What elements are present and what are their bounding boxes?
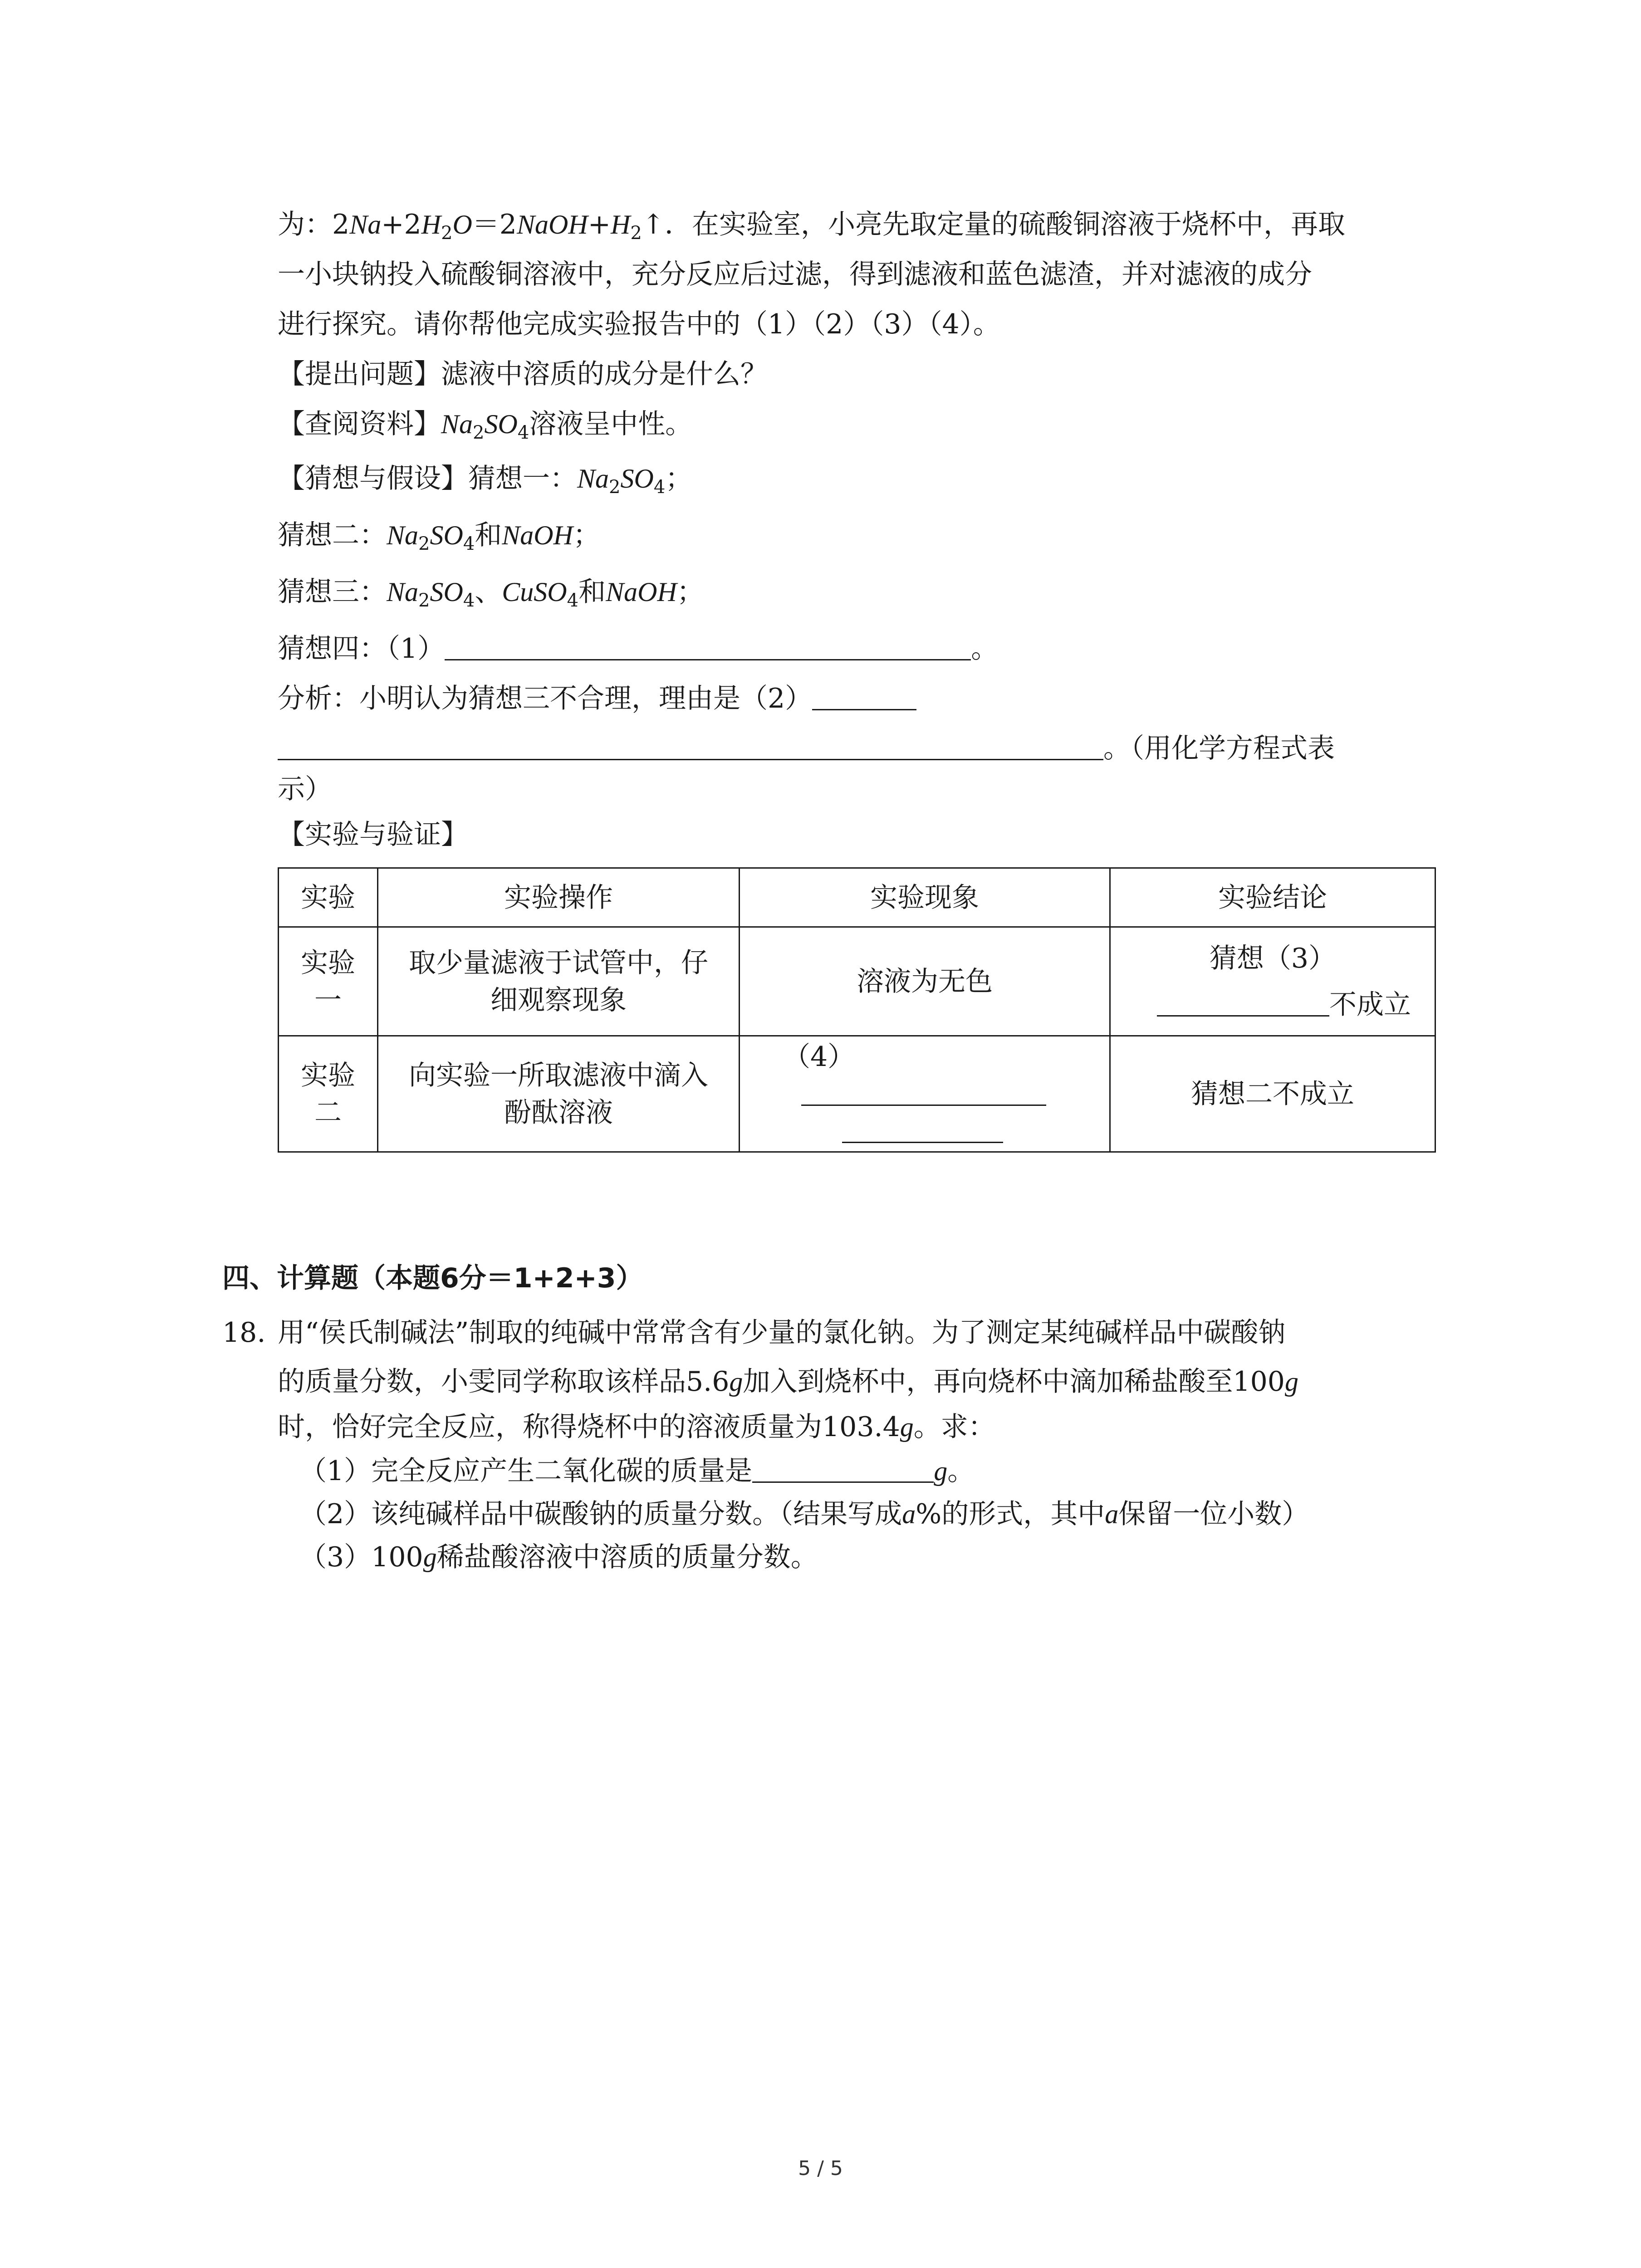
- cell-text: [783, 1038, 1109, 1113]
- guess-4: [278, 631, 998, 667]
- table-cell: [279, 1036, 378, 1152]
- eq-part: NaOH: [517, 210, 588, 240]
- answer-blank-1[interactable]: [445, 634, 971, 660]
- unit: g: [729, 1367, 743, 1397]
- guess-3: [278, 574, 704, 610]
- cell-text: 二: [314, 1096, 342, 1129]
- question-line: 【提出问题】滤液中溶质的成分是什么？: [278, 358, 768, 390]
- table-header-row: [279, 868, 1435, 927]
- text: （3）100: [299, 1541, 423, 1573]
- unit: g: [423, 1542, 437, 1572]
- text: 猜想二：: [278, 519, 387, 551]
- cell-text: 细观察现象: [490, 984, 627, 1016]
- text: 【查阅资料】: [278, 408, 441, 440]
- q18-line-2: [278, 1364, 1298, 1400]
- cell-text: 不成立: [1329, 988, 1411, 1021]
- text: 用“侯氏制碱法”制取的纯碱中常常含有少量的氯化钠。为了测定某纯碱样品中碳酸钠: [278, 1317, 1286, 1349]
- text: 的质量分数，小雯同学称取该样品5.6: [278, 1366, 730, 1398]
- q18-sub-2: [299, 1496, 1309, 1532]
- formula: NaOH: [502, 520, 573, 550]
- formula: CuSO: [502, 577, 567, 607]
- eq-part: Na: [349, 210, 382, 240]
- reaction-equation: [332, 209, 665, 244]
- table-header: 实验结论: [1110, 868, 1435, 927]
- eq-part: O: [452, 210, 472, 240]
- cell-text: 向实验一所取滤液中滴入: [409, 1059, 708, 1091]
- eq-part: 2: [332, 209, 350, 240]
- formula: Na: [387, 577, 419, 607]
- formula: NaOH: [606, 577, 677, 607]
- eq-part: ＝2: [472, 209, 517, 240]
- eq-subscript: 2: [630, 223, 642, 244]
- table-cell: 猜想二不成立: [1110, 1036, 1435, 1152]
- eq-part: H: [610, 210, 631, 240]
- table-cell: [1110, 927, 1435, 1036]
- text: 。: [947, 1455, 975, 1487]
- gas-arrow-icon: ↑: [642, 209, 665, 240]
- guess-1: [278, 460, 692, 497]
- cell-text: （4）: [783, 1041, 855, 1073]
- text: 猜想三：: [278, 576, 387, 608]
- cell-text: 猜想（3）: [1209, 942, 1336, 974]
- unit: g: [1284, 1367, 1298, 1397]
- cell-text: 一: [314, 984, 342, 1016]
- text: 【猜想与假设】猜想一：: [278, 463, 577, 494]
- formula: SO: [430, 520, 463, 550]
- unit: g: [934, 1456, 948, 1486]
- cell-text: 酚酞溶液: [504, 1096, 613, 1129]
- text: 分析：小明认为猜想三不合理，理由是（2）: [278, 683, 813, 714]
- text: 。（用化学方程式表: [1103, 733, 1335, 764]
- answer-blank-4b[interactable]: [842, 1116, 1003, 1143]
- variable: a: [1105, 1499, 1119, 1529]
- question-number: 18.: [222, 1317, 266, 1349]
- subscript: 4: [653, 477, 666, 498]
- formula: Na: [441, 409, 473, 439]
- answer-blank-2b[interactable]: [278, 733, 1103, 760]
- q18-line-1: [222, 1315, 1285, 1351]
- info-line: [278, 406, 692, 442]
- analysis-line-2: [278, 730, 1335, 767]
- text: %的形式，其中: [916, 1498, 1105, 1530]
- answer-blank-4a[interactable]: [801, 1079, 1046, 1106]
- table-row: [279, 1036, 1435, 1152]
- intro-line-1: [278, 206, 1345, 243]
- text: （1）完全反应产生二氧化碳的质量是: [299, 1455, 753, 1487]
- text: 。求：: [913, 1411, 995, 1443]
- subscript: 4: [463, 533, 475, 554]
- table-header: 实验: [279, 868, 378, 927]
- text: 保留一位小数）: [1118, 1498, 1309, 1530]
- text: 猜想四：（1）: [278, 633, 445, 665]
- table-header: 实验现象: [740, 868, 1110, 927]
- table-cell: [378, 927, 740, 1036]
- page-number: 5 / 5: [798, 2157, 843, 2180]
- formula: SO: [430, 577, 463, 607]
- experiment-table: [278, 867, 1436, 1153]
- unit: g: [900, 1412, 914, 1442]
- text: 时，恰好完全反应，称得烧杯中的溶液质量为103.4: [278, 1411, 900, 1443]
- text: ；: [573, 519, 600, 551]
- text: （2）该纯碱样品中碳酸钠的质量分数。（结果写成: [299, 1498, 902, 1530]
- eq-part: +: [588, 209, 611, 240]
- table-cell: [279, 927, 378, 1036]
- cell-text: [783, 1113, 1109, 1150]
- answer-blank-3[interactable]: [1157, 990, 1329, 1017]
- text: 溶液呈中性。: [529, 408, 693, 440]
- answer-blank-2a[interactable]: [812, 684, 916, 710]
- intro-line-2: 一小块钠投入硫酸铜溶液中，充分反应后过滤，得到滤液和蓝色滤渣，并对滤液的成分: [278, 259, 1312, 290]
- variable: a: [902, 1499, 916, 1529]
- text: 加入到烧杯中，再向烧杯中滴加稀盐酸至100: [743, 1366, 1285, 1398]
- section-4-title: 四、计算题（本题6分＝1+2+3）: [222, 1262, 643, 1294]
- q18-line-3: [278, 1409, 995, 1445]
- subscript: 2: [418, 590, 430, 611]
- analysis-line-3: 示）: [278, 773, 332, 805]
- eq-part: +2: [381, 209, 421, 240]
- formula: SO: [484, 409, 518, 439]
- cell-text: 实验: [301, 947, 355, 979]
- intro-line-3: 进行探究。请你帮他完成实验报告中的（1）（2）（3）（4）。: [278, 308, 1000, 340]
- text: 为：: [278, 209, 332, 240]
- q18-sub-3: [299, 1539, 818, 1575]
- cell-text: 取少量滤液于试管中，仔: [409, 947, 708, 979]
- text: 稀盐酸溶液中溶质的质量分数。: [436, 1541, 818, 1573]
- subscript: 2: [473, 422, 485, 443]
- table-row: [279, 927, 1435, 1036]
- table-cell: [378, 1036, 740, 1152]
- table-cell: 溶液为无色: [740, 927, 1110, 1036]
- guess-2: [278, 517, 600, 553]
- q18-sub-1: [299, 1453, 975, 1489]
- verify-heading: 【实验与验证】: [278, 819, 468, 850]
- eq-part: H: [421, 210, 441, 240]
- analysis-line-1: [278, 680, 916, 717]
- formula: Na: [577, 464, 609, 494]
- text: ；: [676, 576, 704, 608]
- formula: SO: [620, 464, 654, 494]
- answer-blank-5[interactable]: [752, 1456, 934, 1483]
- eq-subscript: 2: [441, 223, 453, 244]
- subscript: 4: [463, 590, 475, 611]
- subscript: 2: [609, 477, 621, 498]
- table-header: 实验操作: [378, 868, 740, 927]
- text: ．在实验室，小亮先取定量的硫酸铜溶液于烧杯中，再取: [665, 209, 1346, 240]
- subscript: 4: [567, 590, 579, 611]
- cell-text: [1111, 986, 1435, 1023]
- cell-text: 实验: [301, 1059, 355, 1091]
- table-cell: [740, 1036, 1110, 1152]
- text: 、: [475, 576, 502, 608]
- text: 。: [971, 633, 999, 665]
- text: 和: [475, 519, 502, 551]
- text: ；: [665, 463, 693, 494]
- subscript: 2: [418, 533, 430, 554]
- subscript: 4: [517, 422, 529, 443]
- text: 和: [578, 576, 606, 608]
- formula: Na: [387, 520, 419, 550]
